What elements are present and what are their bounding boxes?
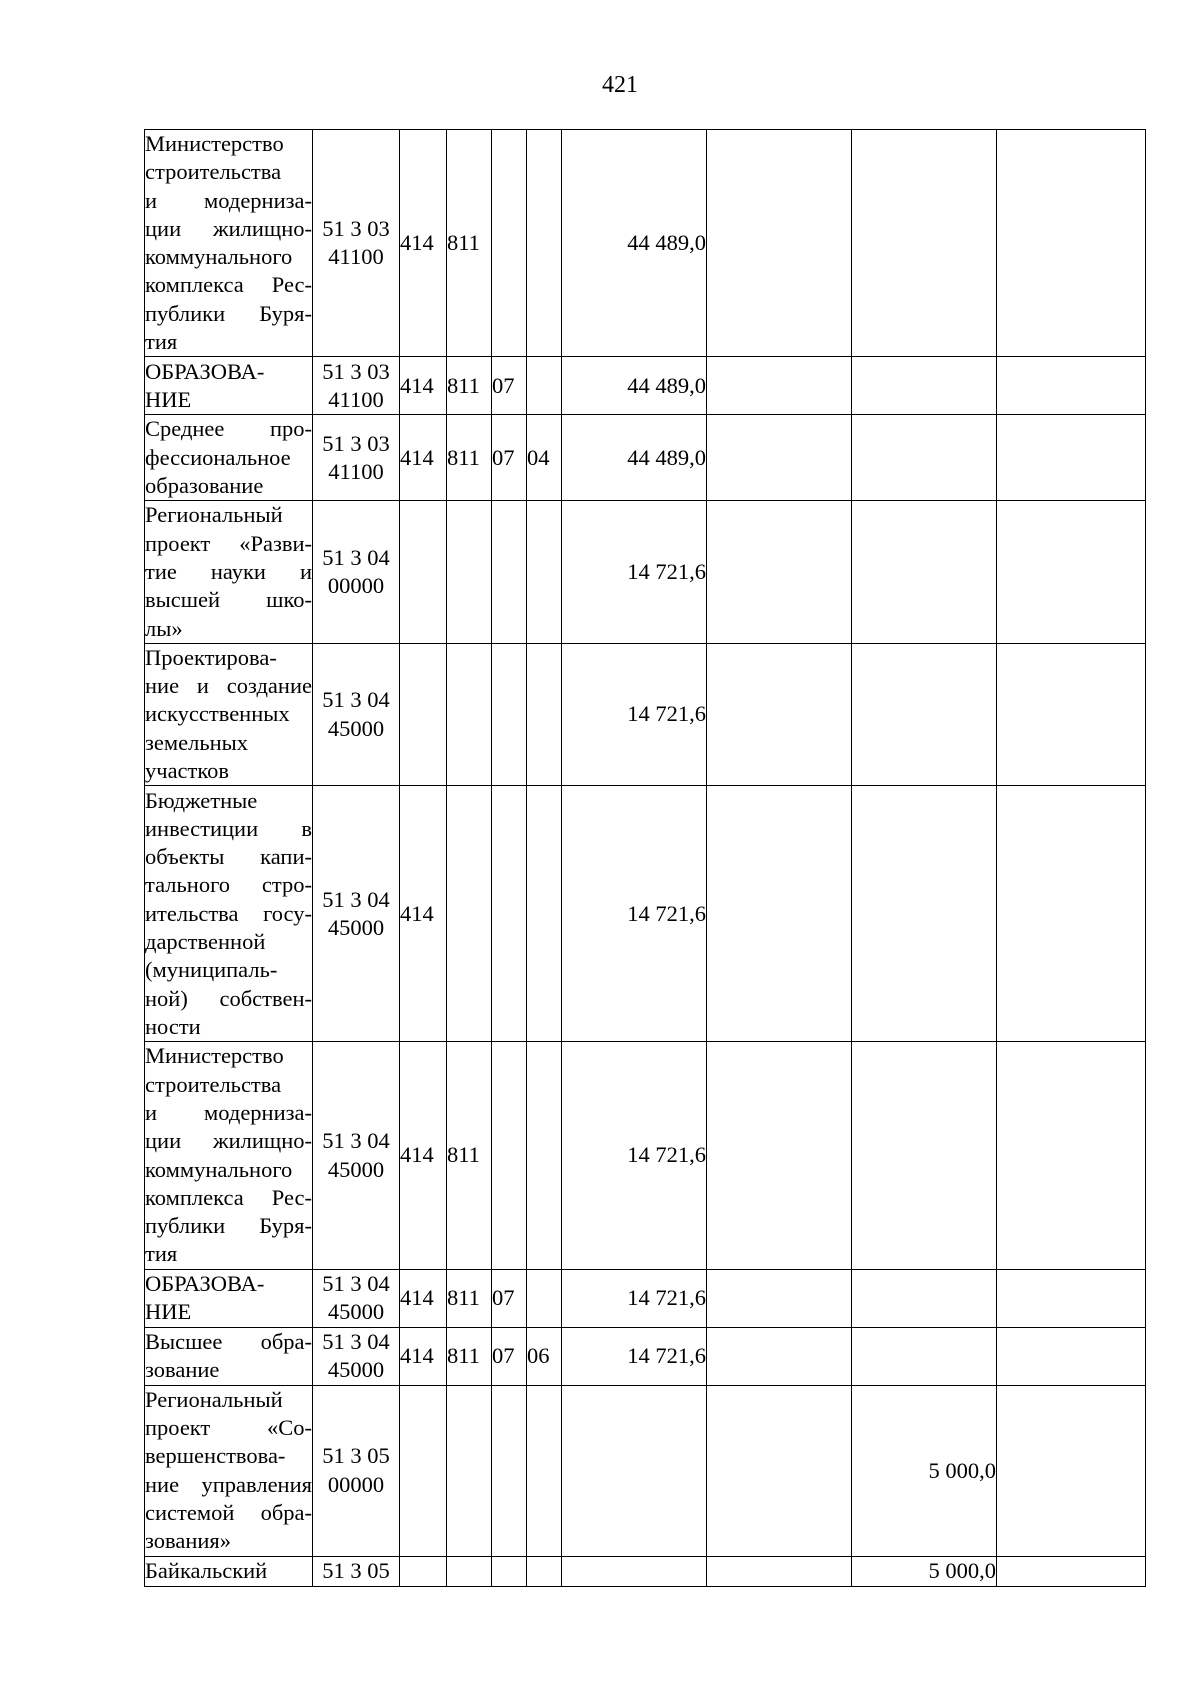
row-name-line: НИЕ	[145, 1299, 192, 1325]
target-code-line: 51 3 04	[322, 687, 390, 713]
amount-cell-1: 14 721,6	[562, 501, 707, 643]
row-name-line: НИЕ	[145, 386, 192, 412]
amount-cell-2	[707, 1556, 852, 1586]
section-cell	[492, 130, 527, 357]
row-name-line: дарственной	[145, 928, 266, 954]
row-name-line: ОБРАЗОВА-	[145, 1270, 265, 1296]
target-code-cell	[313, 1385, 400, 1556]
row-name-line: строительства	[145, 1071, 282, 1097]
target-code-cell	[313, 501, 400, 643]
row-name-line: ции жилищно-	[145, 215, 312, 241]
target-code-line: 00000	[327, 1471, 385, 1497]
amount-cell-4	[997, 643, 1146, 785]
row-name-line: зования»	[145, 1528, 232, 1554]
subsection-cell	[527, 1385, 562, 1556]
row-name-line: комплекса Рес-	[145, 272, 312, 298]
row-name-line: системой обра-	[145, 1500, 312, 1526]
row-name-line: участков	[145, 758, 230, 784]
amount-cell-2	[707, 357, 852, 415]
ministry-code-cell	[447, 1556, 492, 1586]
row-name-line: вершенствова-	[145, 1443, 286, 1469]
table-row	[145, 1556, 1146, 1586]
expense-type-cell: 414	[400, 786, 447, 1042]
amount-cell-4	[997, 1327, 1146, 1385]
ministry-code-cell	[447, 501, 492, 643]
row-name-line: проект «Со-	[145, 1415, 312, 1441]
subsection-cell	[527, 501, 562, 643]
target-code-line: 41100	[328, 386, 384, 412]
amount-cell-4	[997, 357, 1146, 415]
row-name-line: Байкальский	[145, 1558, 268, 1584]
subsection-cell	[527, 1042, 562, 1269]
target-code-line: 51 3 04	[322, 1328, 390, 1354]
amount-cell-2	[707, 1385, 852, 1556]
ministry-code-cell: 811	[447, 1042, 492, 1269]
expense-type-cell	[400, 643, 447, 785]
row-name-line: проект «Разви-	[145, 530, 312, 556]
section-cell	[492, 501, 527, 643]
target-code-line: 45000	[327, 914, 385, 940]
row-name-line: тия	[145, 1241, 178, 1267]
page-number: 421	[602, 72, 638, 98]
row-name-line: коммунального	[145, 244, 293, 270]
row-name-cell	[145, 643, 313, 785]
target-code-line: 51 3 04	[322, 886, 390, 912]
row-name-line: тие науки и	[145, 558, 312, 584]
amount-cell-1: 14 721,6	[562, 1042, 707, 1269]
ministry-code-cell: 811	[447, 1327, 492, 1385]
section-cell: 07	[492, 357, 527, 415]
table-row	[145, 1042, 1146, 1269]
amount-cell-2	[707, 1327, 852, 1385]
target-code-cell	[313, 1556, 400, 1586]
amount-cell-1	[562, 1556, 707, 1586]
table-row	[145, 501, 1146, 643]
row-name-line: искусственных	[145, 701, 290, 727]
ministry-code-cell	[447, 1385, 492, 1556]
amount-cell-4	[997, 1385, 1146, 1556]
target-code-cell	[313, 786, 400, 1042]
row-name-line: (муниципаль-	[145, 957, 278, 983]
row-name-line: Министерство	[145, 131, 284, 156]
target-code-cell	[313, 643, 400, 785]
row-name-cell	[145, 130, 313, 357]
target-code-line: 51 3 05	[322, 1443, 390, 1469]
row-name-line: комплекса Рес-	[145, 1184, 312, 1210]
budget-table	[144, 129, 1146, 1587]
table-row	[145, 786, 1146, 1042]
table-row	[145, 357, 1146, 415]
row-name-line: ительства госу-	[145, 900, 312, 926]
subsection-cell	[527, 1556, 562, 1586]
target-code-cell	[313, 130, 400, 357]
target-code-cell	[313, 1269, 400, 1327]
row-name-line: ОБРАЗОВА-	[145, 358, 265, 384]
row-name-line: публики Буря-	[145, 300, 312, 326]
row-name-line: Региональный	[145, 1386, 283, 1412]
row-name-cell	[145, 415, 313, 501]
target-code-line: 45000	[327, 715, 385, 741]
amount-cell-2	[707, 1042, 852, 1269]
row-name-line: земельных	[145, 729, 248, 755]
amount-cell-1: 14 721,6	[562, 1327, 707, 1385]
subsection-cell	[527, 786, 562, 1042]
amount-cell-2	[707, 786, 852, 1042]
amount-cell-1: 14 721,6	[562, 786, 707, 1042]
amount-cell-3	[852, 415, 997, 501]
table-body	[145, 130, 1146, 1587]
row-name-line: лы»	[145, 615, 183, 641]
target-code-line: 51 3 03	[322, 358, 390, 384]
amount-cell-1: 44 489,0	[562, 130, 707, 357]
section-cell: 07	[492, 1269, 527, 1327]
target-code-line: 45000	[327, 1156, 385, 1182]
amount-cell-1: 14 721,6	[562, 643, 707, 785]
row-name-line: Проектирова-	[145, 644, 277, 670]
amount-cell-3	[852, 357, 997, 415]
target-code-line: 51 3 05	[322, 1558, 390, 1584]
row-name-cell	[145, 1269, 313, 1327]
row-name-line: образование	[145, 473, 264, 499]
row-name-cell	[145, 357, 313, 415]
subsection-cell	[527, 130, 562, 357]
row-name-line: фессиональное	[145, 444, 291, 470]
expense-type-cell	[400, 501, 447, 643]
expense-type-cell	[400, 1385, 447, 1556]
row-name-line: объекты капи-	[145, 844, 312, 870]
section-cell	[492, 643, 527, 785]
amount-cell-3	[852, 1327, 997, 1385]
row-name-line: ние и создание	[145, 673, 312, 699]
target-code-line: 45000	[327, 1299, 385, 1325]
target-code-line: 51 3 04	[322, 1270, 390, 1296]
table-row	[145, 643, 1146, 785]
amount-cell-3	[852, 501, 997, 643]
section-cell	[492, 1556, 527, 1586]
amount-cell-2	[707, 1269, 852, 1327]
amount-cell-1: 44 489,0	[562, 415, 707, 501]
target-code-line: 51 3 04	[322, 544, 390, 570]
target-code-cell	[313, 1042, 400, 1269]
expense-type-cell: 414	[400, 1042, 447, 1269]
subsection-cell	[527, 643, 562, 785]
amount-cell-1: 44 489,0	[562, 357, 707, 415]
section-cell	[492, 1385, 527, 1556]
target-code-line: 00000	[327, 573, 385, 599]
amount-cell-2	[707, 415, 852, 501]
section-cell	[492, 786, 527, 1042]
target-code-line: 51 3 03	[322, 215, 390, 241]
table-row	[145, 1385, 1146, 1556]
subsection-cell	[527, 1269, 562, 1327]
expense-type-cell: 414	[400, 357, 447, 415]
section-cell: 07	[492, 415, 527, 501]
row-name-line: тия	[145, 329, 178, 355]
subsection-cell	[527, 357, 562, 415]
row-name-line: Региональный	[145, 502, 283, 528]
row-name-line: высшей шко-	[145, 587, 312, 613]
amount-cell-3	[852, 786, 997, 1042]
expense-type-cell: 414	[400, 1269, 447, 1327]
amount-cell-2	[707, 643, 852, 785]
amount-cell-1: 14 721,6	[562, 1269, 707, 1327]
table-row	[145, 130, 1146, 357]
row-name-line: Высшее обра-	[145, 1328, 312, 1354]
target-code-cell	[313, 415, 400, 501]
row-name-line: тального стро-	[145, 872, 312, 898]
section-cell: 07	[492, 1327, 527, 1385]
target-code-line: 51 3 03	[322, 430, 390, 456]
table-row	[145, 1269, 1146, 1327]
expense-type-cell	[400, 1556, 447, 1586]
target-code-line: 41100	[328, 244, 384, 270]
row-name-line: ние управления	[145, 1471, 312, 1497]
amount-cell-3	[852, 130, 997, 357]
amount-cell-4	[997, 786, 1146, 1042]
ministry-code-cell	[447, 786, 492, 1042]
ministry-code-cell	[447, 643, 492, 785]
amount-cell-4	[997, 130, 1146, 357]
row-name-line: строительства	[145, 159, 282, 185]
amount-cell-4	[997, 501, 1146, 643]
row-name-line: и модерниза-	[145, 1099, 312, 1125]
amount-cell-3	[852, 1042, 997, 1269]
target-code-line: 45000	[327, 1357, 385, 1383]
row-name-line: инвестиции в	[145, 815, 312, 841]
target-code-cell	[313, 1327, 400, 1385]
amount-cell-2	[707, 501, 852, 643]
amount-cell-3: 5 000,0	[852, 1385, 997, 1556]
expense-type-cell: 414	[400, 130, 447, 357]
row-name-line: коммунального	[145, 1156, 293, 1182]
ministry-code-cell: 811	[447, 415, 492, 501]
row-name-cell	[145, 1556, 313, 1586]
amount-cell-3: 5 000,0	[852, 1556, 997, 1586]
row-name-line: и модерниза-	[145, 187, 312, 213]
amount-cell-4	[997, 415, 1146, 501]
amount-cell-4	[997, 1042, 1146, 1269]
ministry-code-cell: 811	[447, 357, 492, 415]
table-row	[145, 415, 1146, 501]
row-name-cell	[145, 786, 313, 1042]
amount-cell-1	[562, 1385, 707, 1556]
row-name-line: ной) собствен-	[145, 985, 312, 1011]
amount-cell-4	[997, 1269, 1146, 1327]
row-name-cell	[145, 1385, 313, 1556]
subsection-cell: 04	[527, 415, 562, 501]
row-name-line: Бюджетные	[145, 787, 258, 813]
amount-cell-4	[997, 1556, 1146, 1586]
ministry-code-cell: 811	[447, 130, 492, 357]
row-name-line: ции жилищно-	[145, 1128, 312, 1154]
amount-cell-3	[852, 643, 997, 785]
section-cell	[492, 1042, 527, 1269]
amount-cell-3	[852, 1269, 997, 1327]
row-name-cell	[145, 501, 313, 643]
row-name-cell	[145, 1042, 313, 1269]
expense-type-cell: 414	[400, 415, 447, 501]
amount-cell-2	[707, 130, 852, 357]
row-name-line: публики Буря-	[145, 1213, 312, 1239]
ministry-code-cell: 811	[447, 1269, 492, 1327]
row-name-line: зование	[145, 1357, 220, 1383]
target-code-line: 41100	[328, 458, 384, 484]
row-name-cell	[145, 1327, 313, 1385]
row-name-line: Министерство	[145, 1043, 284, 1069]
row-name-line: ности	[145, 1013, 201, 1039]
target-code-cell	[313, 357, 400, 415]
subsection-cell: 06	[527, 1327, 562, 1385]
expense-type-cell: 414	[400, 1327, 447, 1385]
table-row	[145, 1327, 1146, 1385]
row-name-line: Среднее про-	[145, 416, 312, 442]
target-code-line: 51 3 04	[322, 1128, 390, 1154]
